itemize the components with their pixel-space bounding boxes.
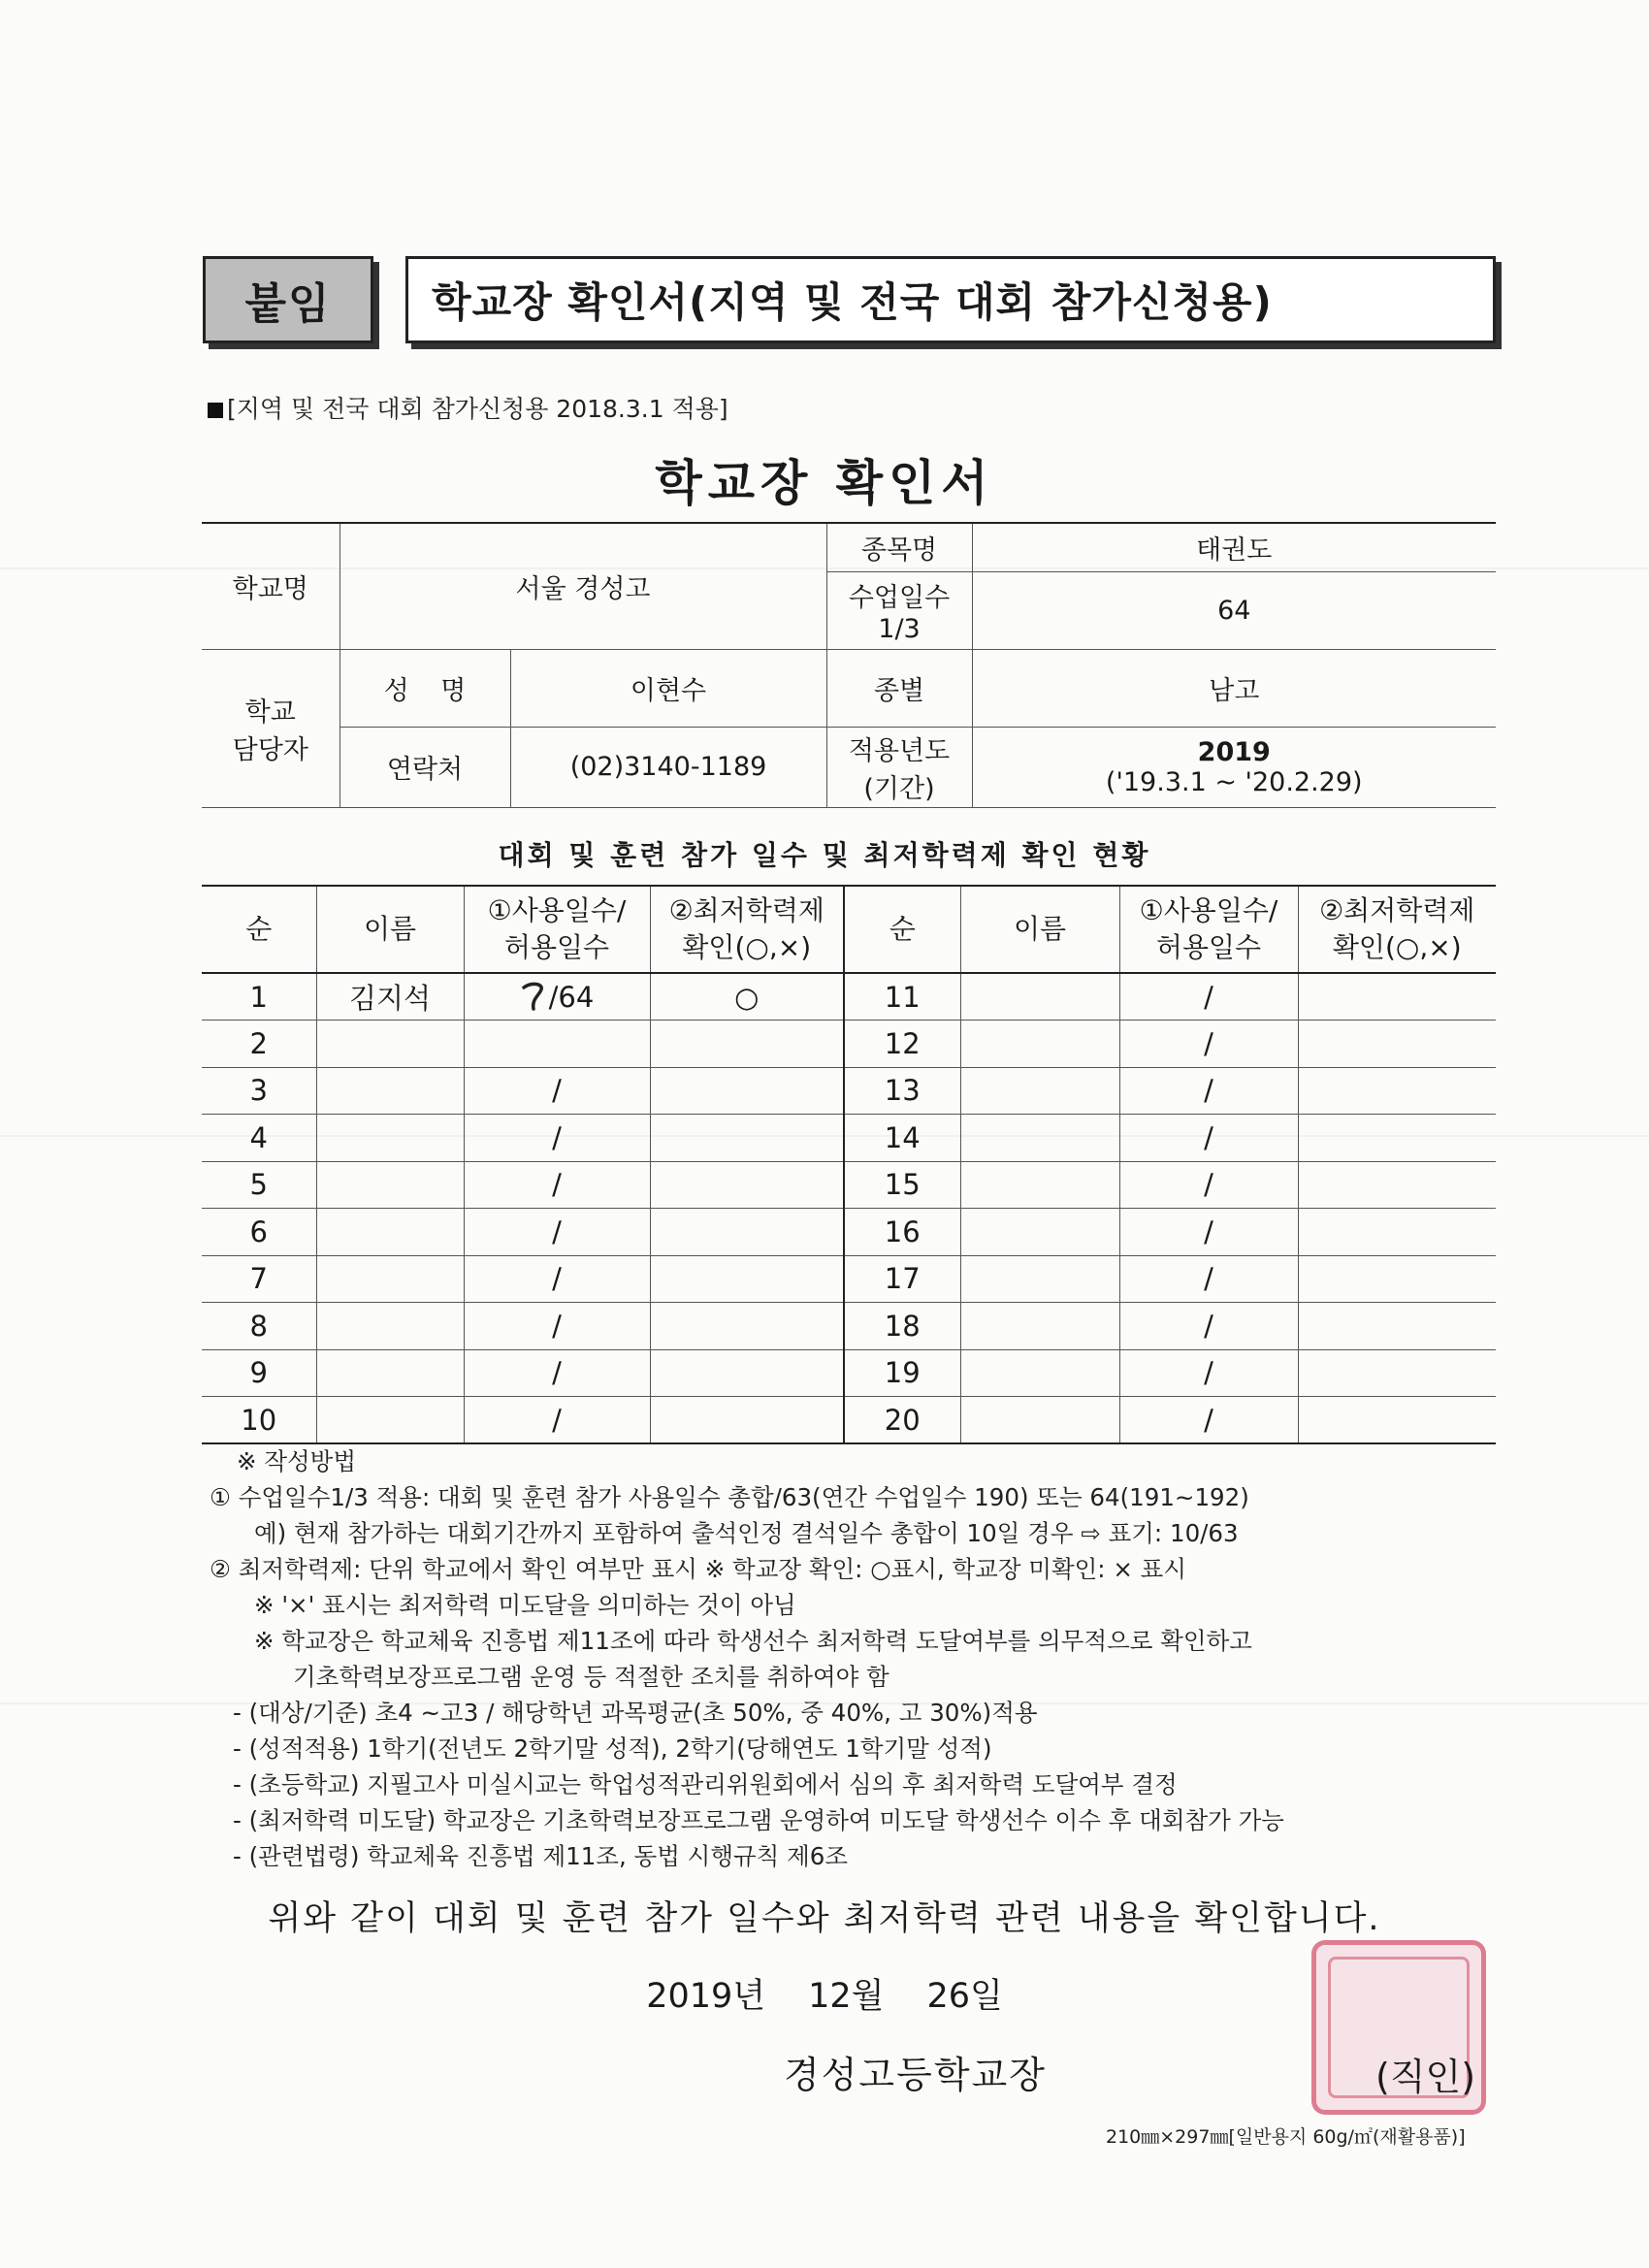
cell-no — [844, 1209, 960, 1256]
name-label: 성 명 — [340, 649, 510, 727]
paper-spec: 210㎜×297㎜[일반용지 60g/㎡(재활용품)] — [1106, 2126, 1466, 2148]
cell-no-text: 5 — [249, 1168, 268, 1202]
instruction-line: ※ 작성방법 — [237, 1447, 356, 1475]
header-days — [1119, 886, 1298, 973]
cell-days — [464, 1161, 650, 1209]
table-row — [202, 1209, 1496, 1256]
cell-days — [464, 1255, 650, 1303]
cell-name — [960, 1161, 1119, 1209]
cell-no — [844, 1021, 960, 1068]
cell-no — [202, 1115, 316, 1162]
cell-no-text: 6 — [249, 1215, 268, 1248]
header-name: 이름 — [960, 886, 1119, 973]
cell-no — [202, 1397, 316, 1444]
cell-no-text: 17 — [884, 1262, 921, 1296]
cell-no-text: 11 — [884, 980, 921, 1014]
cell-check — [1298, 1161, 1496, 1209]
header-check-line-1: ②최저학력제 — [1319, 894, 1475, 927]
manager-label-line-2: 담당자 — [232, 734, 308, 765]
cell-name — [960, 1397, 1119, 1444]
cell-days-text: / — [1204, 1168, 1213, 1202]
cell-name — [960, 1303, 1119, 1350]
date-year: 2019년 — [646, 1977, 766, 2016]
event-value: 태권도 — [972, 523, 1496, 571]
cell-name — [316, 973, 464, 1021]
cell-days-text: / — [552, 1215, 562, 1248]
cell-no — [844, 1255, 960, 1303]
school-label: 학교명 — [202, 523, 340, 649]
cell-no — [202, 1255, 316, 1303]
info-table — [202, 522, 1496, 808]
cell-no-text: 20 — [884, 1403, 921, 1437]
cell-check — [650, 1349, 844, 1397]
type-label: 종별 — [826, 649, 972, 727]
cell-no-text: 10 — [241, 1403, 277, 1437]
school-value: 서울 경성고 — [340, 523, 826, 649]
header-days-line-1: ①사용일수/ — [1139, 894, 1278, 927]
document-title: 학교장 확인서 — [655, 455, 994, 511]
subnote-text: [지역 및 전국 대회 참가신청용 2018.3.1 적용] — [227, 395, 728, 423]
cell-no — [202, 1021, 316, 1068]
cell-days-text: / — [552, 1403, 562, 1437]
cell-no-text: 15 — [884, 1168, 921, 1202]
cell-days-text: / — [1204, 1262, 1213, 1296]
cell-name — [316, 1021, 464, 1068]
cell-name — [316, 1255, 464, 1303]
cell-name — [960, 1349, 1119, 1397]
table-row — [202, 1067, 1496, 1115]
cell-no-text: 9 — [249, 1356, 268, 1390]
cell-check — [1298, 973, 1496, 1021]
cell-check — [650, 973, 844, 1021]
date-month: 12월 — [808, 1977, 885, 2016]
status-table — [202, 885, 1496, 1444]
cell-days-text: / — [1204, 1403, 1213, 1437]
cell-no-text: 7 — [249, 1262, 268, 1296]
cell-check — [650, 1115, 844, 1162]
days-value: 64 — [972, 571, 1496, 649]
cell-days — [464, 1303, 650, 1350]
instruction-line: 기초학력보장프로그램 운영 등 적절한 조치를 취하여야 함 — [293, 1663, 889, 1691]
cell-name — [316, 1397, 464, 1444]
year-value-number: 2019 — [1197, 736, 1271, 767]
header-title: 학교장 확인서(지역 및 전국 대회 참가신청용) — [405, 256, 1496, 343]
cell-check — [650, 1303, 844, 1350]
cell-no-text: 12 — [884, 1026, 921, 1060]
cell-days — [464, 973, 650, 1021]
instruction-line: - (관련법령) 학교체육 진흥법 제11조, 동법 시행규칙 제6조 — [233, 1842, 849, 1870]
cell-days-text: / — [552, 1262, 562, 1296]
header-check-line-1: ②최저학력제 — [668, 894, 824, 927]
header-check — [650, 886, 844, 973]
issuer-name: 경성고등학교장 — [784, 2054, 1047, 2096]
table-row — [202, 1161, 1496, 1209]
cell-days — [1119, 1255, 1298, 1303]
cell-name — [316, 1303, 464, 1350]
cell-check — [650, 1067, 844, 1115]
cell-days — [1119, 1161, 1298, 1209]
status-header-row — [202, 886, 1496, 973]
header-days-line-2: 허용일수 — [503, 931, 610, 963]
cell-no — [202, 1349, 316, 1397]
cell-days — [1119, 973, 1298, 1021]
cell-days-text: /64 — [548, 981, 595, 1014]
year-value — [972, 727, 1496, 807]
cell-no-text: 16 — [884, 1215, 921, 1248]
cell-check — [650, 1021, 844, 1068]
period-value: ('19.3.1 ~ '20.2.29) — [1105, 766, 1363, 797]
cell-days — [464, 1209, 650, 1256]
cell-check — [1298, 1209, 1496, 1256]
cell-name — [316, 1115, 464, 1162]
cell-days-text: / — [1204, 1356, 1213, 1390]
table-row — [202, 1255, 1496, 1303]
cell-name — [316, 1067, 464, 1115]
name-value: 이현수 — [510, 649, 826, 727]
section-title: 대회 및 훈련 참가 일수 및 최저학력제 확인 현황 — [498, 839, 1151, 871]
cell-check — [650, 1209, 844, 1256]
cell-check — [1298, 1067, 1496, 1115]
cell-no — [844, 1349, 960, 1397]
year-label-line-2: (기간) — [863, 773, 935, 804]
seal-label: (직인) — [1375, 2056, 1476, 2098]
cell-check — [1298, 1303, 1496, 1350]
header-no: 순 — [202, 886, 316, 973]
cell-check — [1298, 1115, 1496, 1162]
year-label — [826, 727, 972, 807]
confirm-statement: 위와 같이 대회 및 훈련 참가 일수와 최저학력 관련 내용을 확인합니다. — [268, 1899, 1381, 1938]
cell-days-text: / — [552, 1356, 562, 1390]
manager-label — [202, 649, 340, 807]
cell-days-text: / — [552, 1309, 562, 1343]
cell-name — [960, 1209, 1119, 1256]
table-row — [202, 1115, 1496, 1162]
cell-days-text: / — [552, 1120, 562, 1154]
status-table-body — [202, 973, 1496, 1443]
table-row — [202, 1397, 1496, 1444]
cell-days-text: / — [1204, 1120, 1213, 1154]
cell-days-text: / — [552, 1168, 562, 1202]
cell-days-text: / — [1204, 1215, 1213, 1248]
cell-name — [960, 973, 1119, 1021]
header-check-line-2: 확인(○,×) — [682, 931, 812, 963]
table-row — [202, 1021, 1496, 1068]
cell-name — [960, 1021, 1119, 1068]
cell-days — [1119, 1349, 1298, 1397]
cell-days — [464, 1397, 650, 1444]
cell-no — [202, 1067, 316, 1115]
days-label — [826, 571, 972, 649]
cell-check — [1298, 1021, 1496, 1068]
instruction-line: ※ 학교장은 학교체육 진흥법 제11조에 따라 학생선수 최저학력 도달여부를 의무적으로 확인하고 — [254, 1627, 1252, 1655]
cell-days-text: / — [1204, 1026, 1213, 1060]
instruction-line: 예) 현재 참가하는 대회기간까지 포함하여 출석인정 결석일수 총합이 10일 경우 ⇨ 표기: 10/63 — [254, 1519, 1239, 1547]
year-label-line-1: 적용년도 — [848, 735, 951, 766]
cell-no — [844, 1303, 960, 1350]
instruction-line: - (최저학력 미도달) 학교장은 기초학력보장프로그램 운영하여 미도달 학생선수 이수 후 대회참가 가능 — [233, 1806, 1284, 1834]
subnote — [208, 390, 728, 425]
cell-days — [1119, 1397, 1298, 1444]
cell-days — [464, 1349, 650, 1397]
cell-name — [316, 1349, 464, 1397]
cell-check — [650, 1397, 844, 1444]
date-day: 26일 — [926, 1977, 1003, 2016]
cell-no-text: 14 — [884, 1120, 921, 1154]
days-label-line-1: 수업일수 — [848, 583, 951, 613]
cell-no-text: 1 — [249, 980, 268, 1014]
cell-no-text: 2 — [249, 1026, 268, 1060]
manager-label-line-1: 학교 — [244, 697, 296, 728]
contact-label: 연락처 — [340, 727, 510, 807]
cell-days — [1119, 1021, 1298, 1068]
cell-check-text: ○ — [734, 980, 760, 1014]
header-days-line-1: ①사용일수/ — [487, 894, 627, 927]
cell-check — [1298, 1349, 1496, 1397]
header-check — [1298, 886, 1496, 973]
cell-days — [464, 1067, 650, 1115]
table-row — [202, 973, 1496, 1021]
cell-no-text: 4 — [249, 1120, 268, 1154]
table-row — [202, 1303, 1496, 1350]
header-days-line-2: 허용일수 — [1155, 931, 1262, 963]
cell-name — [316, 1209, 464, 1256]
cell-no-text: 8 — [249, 1309, 268, 1343]
instruction-line: ※ '×' 표시는 최저학력 미도달을 의미하는 것이 아님 — [254, 1591, 796, 1619]
cell-no-text: 3 — [249, 1074, 268, 1108]
cell-name — [960, 1115, 1119, 1162]
instruction-line: - (초등학교) 지필고사 미실시교는 학업성적관리위원회에서 심의 후 최저학력 도달여부 결정 — [233, 1770, 1178, 1798]
cell-no — [202, 973, 316, 1021]
instructions — [210, 1443, 1284, 1874]
cell-name — [316, 1161, 464, 1209]
cell-days — [1119, 1115, 1298, 1162]
header-check-line-2: 확인(○,×) — [1332, 931, 1462, 963]
type-value: 남고 — [972, 649, 1496, 727]
cell-no — [844, 973, 960, 1021]
header-name: 이름 — [316, 886, 464, 973]
cell-days — [464, 1115, 650, 1162]
cell-no-text: 18 — [884, 1309, 921, 1343]
cell-days-text: / — [1204, 980, 1213, 1014]
cell-days — [464, 1021, 650, 1068]
cell-no — [844, 1161, 960, 1209]
cell-days — [1119, 1209, 1298, 1256]
instruction-line: ① 수업일수1/3 적용: 대회 및 훈련 참가 사용일수 총합/63(연간 수업일수 190) 또는 64(191~192) — [210, 1483, 1249, 1511]
cell-check — [650, 1161, 844, 1209]
days-label-line-2: 1/3 — [878, 614, 921, 644]
cell-days-text: / — [1204, 1074, 1213, 1108]
cell-no-text: 13 — [884, 1074, 921, 1108]
cell-days-text: / — [1204, 1309, 1213, 1343]
square-bullet-icon — [208, 403, 223, 418]
cell-no — [844, 1067, 960, 1115]
cell-check — [1298, 1255, 1496, 1303]
cell-check — [650, 1255, 844, 1303]
event-label: 종목명 — [826, 523, 972, 571]
cell-no-text: 19 — [884, 1356, 921, 1390]
header-no: 순 — [844, 886, 960, 973]
cell-no — [202, 1209, 316, 1256]
cell-days — [1119, 1303, 1298, 1350]
table-row — [202, 1349, 1496, 1397]
cell-no — [202, 1303, 316, 1350]
cell-days-text: / — [552, 1074, 562, 1108]
instruction-line: - (대상/기준) 초4 ~고3 / 해당학년 과목평균(초 50%, 중 40%, 고 30%)적용 — [233, 1699, 1038, 1727]
cell-name — [960, 1067, 1119, 1115]
cell-check — [1298, 1397, 1496, 1444]
contact-value: (02)3140-1189 — [510, 727, 826, 807]
cell-name — [960, 1255, 1119, 1303]
cell-name-text: 김지석 — [348, 982, 432, 1015]
header-days — [464, 886, 650, 973]
attach-label: 붙임 — [203, 256, 373, 343]
cell-no — [844, 1115, 960, 1162]
handwritten-mark-icon — [520, 980, 549, 1013]
cell-days — [1119, 1067, 1298, 1115]
instruction-line: - (성적적용) 1학기(전년도 2학기말 성적), 2학기(당해연도 1학기말 성적) — [233, 1734, 992, 1763]
cell-no — [844, 1397, 960, 1444]
cell-no — [202, 1161, 316, 1209]
instruction-line: ② 최저학력제: 단위 학교에서 확인 여부만 표시 ※ 학교장 확인: ○표시, 학교장 미확인: × 표시 — [210, 1555, 1186, 1583]
